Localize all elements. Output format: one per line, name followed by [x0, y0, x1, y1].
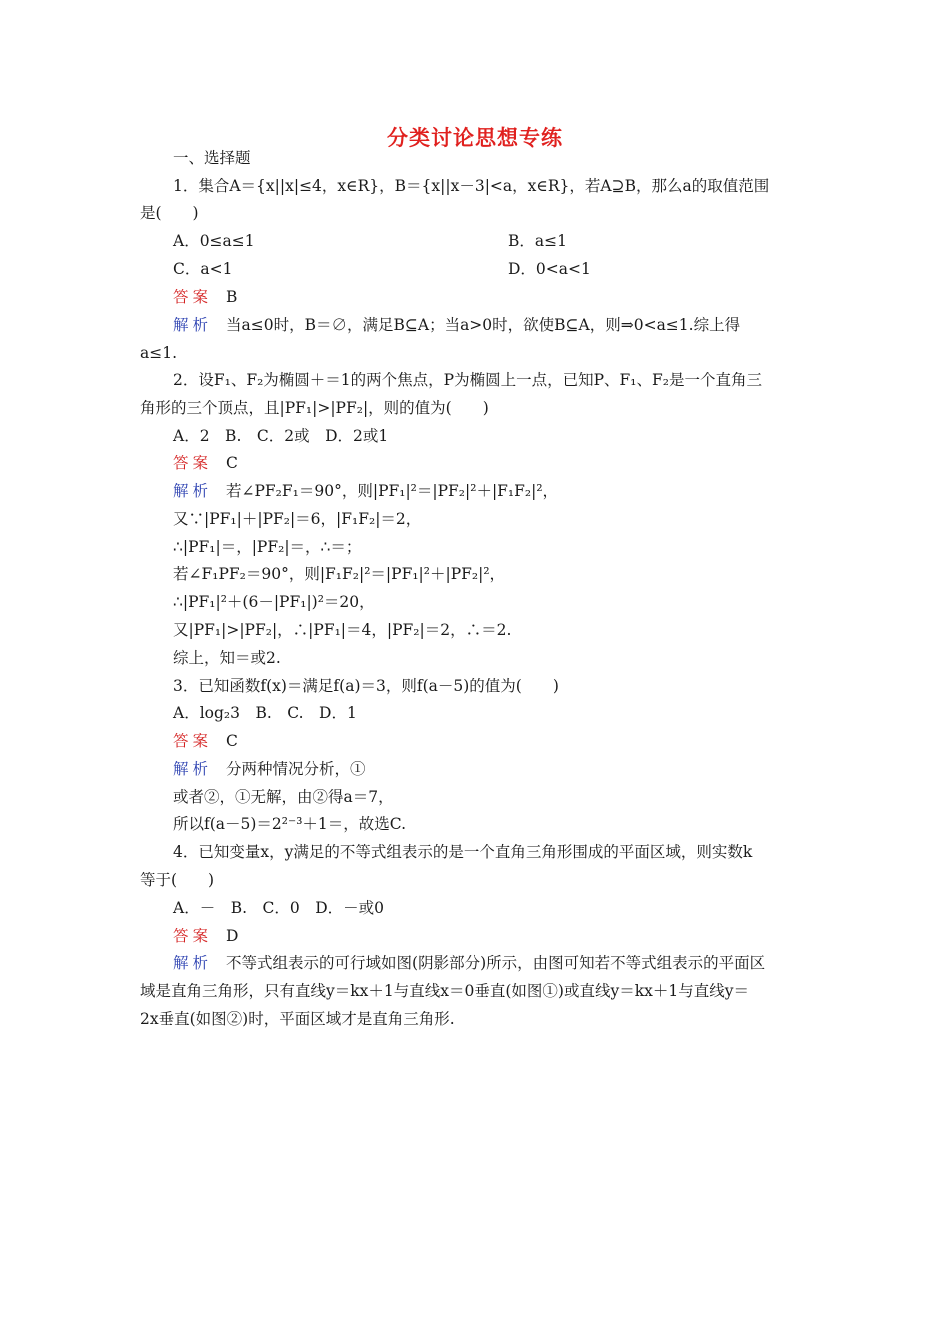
q1-analysis-row	[173, 315, 845, 335]
q2-analysis-line6: 又|PF₁|>|PF₂|，∴|PF₁|＝4，|PF₂|＝2，∴＝2.	[173, 621, 512, 639]
q3-analysis-row	[173, 759, 845, 779]
q4-analysis-line1: 不等式组表示的可行域如图(阴影部分)所示，由图可知若不等式组表示的平面区	[226, 954, 766, 972]
q2-analysis-line7: 综上，知＝或2.	[173, 649, 281, 667]
q2-answer-value: C	[226, 454, 238, 472]
q2-analysis-line2: 又∵|PF₁|＋|PF₂|＝6，|F₁F₂|＝2，	[173, 510, 422, 528]
answer-label: 答案	[173, 288, 213, 306]
q2-options: A．2 B. C．2或 D．2或1	[173, 427, 389, 445]
q1-option-a: A．0≤a≤1	[173, 232, 255, 250]
q3-options: A．log₂3 B. C. D．1	[173, 704, 357, 722]
analysis-label: 解析	[173, 316, 213, 334]
q4-analysis-line3: 2x垂直(如图②)时，平面区域才是直角三角形.	[140, 1010, 455, 1028]
q3-analysis-line3: 所以f(a－5)＝2²⁻³＋1＝，故选C.	[173, 815, 407, 833]
q1-answer-row	[173, 287, 845, 307]
q2-analysis-line1: 若∠PF₂F₁＝90°，则|PF₁|²＝|PF₂|²＋|F₁F₂|²，	[226, 482, 559, 500]
answer-label: 答案	[173, 927, 213, 945]
q3-answer-row	[173, 731, 845, 751]
q2-analysis-row	[173, 481, 845, 501]
analysis-label: 解析	[173, 482, 213, 500]
q3-answer-value: C	[226, 732, 238, 750]
q4-answer-row	[173, 926, 845, 946]
q2-analysis-line4: 若∠F₁PF₂＝90°，则|F₁F₂|²＝|PF₁|²＋|PF₂|²，	[173, 565, 506, 583]
q2-analysis-line3: ∴|PF₁|＝，|PF₂|＝，∴＝；	[173, 538, 362, 556]
q4-answer-value: D	[226, 927, 239, 945]
analysis-label: 解析	[173, 954, 213, 972]
q3-analysis-line1: 分两种情况分析，①	[226, 760, 366, 778]
q1-option-d: D．0<a<1	[508, 260, 591, 278]
q1-analysis-line2: a≤1.	[140, 344, 178, 362]
q1-analysis-line1: 当a≤0时，B＝∅，满足B⊆A；当a>0时，欲使B⊆A，则⇒0<a≤1.综上得	[226, 316, 741, 334]
q4-stem-line2: 等于( )	[140, 871, 215, 889]
page-title: 分类讨论思想专练	[387, 125, 563, 150]
q3-analysis-line2: 或者②，①无解，由②得a＝7，	[173, 788, 394, 806]
section-heading: 一、选择题	[173, 149, 251, 167]
answer-label: 答案	[173, 732, 213, 750]
q2-answer-row	[173, 453, 845, 473]
q1-stem-line1: 1．集合A＝{x||x|≤4，x∈R}，B＝{x||x－3|<a，x∈R}，若A⊇B，那么a的取值范围	[173, 177, 770, 195]
q4-analysis-line2: 域是直角三角形，只有直线y＝kx＋1与直线x＝0垂直(如图①)或直线y＝kx＋1与直线y＝	[140, 982, 749, 1000]
analysis-label: 解析	[173, 760, 213, 778]
q1-stem-line2: 是( )	[140, 204, 199, 222]
q2-stem-line1: 2．设F₁、F₂为椭圆＋＝1的两个焦点，P为椭圆上一点，已知P、F₁、F₂是一个直角三	[173, 371, 762, 389]
q1-answer-value: B	[226, 288, 238, 306]
q2-analysis-line5: ∴|PF₁|²＋(6－|PF₁|)²＝20，	[173, 593, 375, 611]
q4-options: A．－ B. C．0 D．－或0	[173, 899, 385, 917]
q4-analysis-row	[173, 953, 845, 973]
answer-label: 答案	[173, 454, 213, 472]
q1-option-b: B．a≤1	[508, 232, 567, 250]
q2-stem-line2: 角形的三个顶点，且|PF₁|>|PF₂|，则的值为( )	[140, 399, 489, 417]
q1-option-c: C．a<1	[173, 260, 233, 278]
q4-stem-line1: 4．已知变量x，y满足的不等式组表示的是一个直角三角形围成的平面区域，则实数k	[173, 843, 753, 861]
q3-stem: 3．已知函数f(x)＝满足f(a)＝3，则f(a－5)的值为( )	[173, 677, 559, 695]
